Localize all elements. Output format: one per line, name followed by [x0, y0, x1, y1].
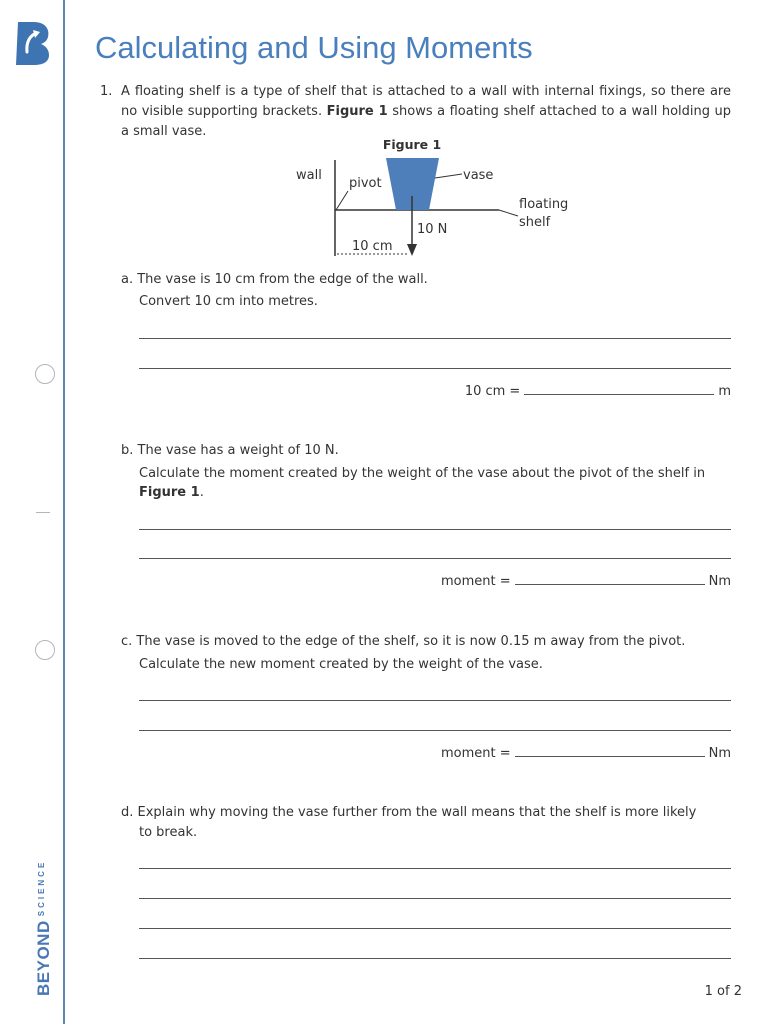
question-intro: [121, 82, 731, 142]
answer-line[interactable]: [139, 730, 731, 731]
intro-figure-ref: Figure 1: [326, 104, 388, 119]
label-floating: floating: [519, 197, 569, 212]
shelf-leader: [499, 210, 518, 216]
answer-line[interactable]: [139, 700, 731, 701]
page-number: 1 of 2: [704, 984, 742, 999]
brand-mark: [34, 860, 54, 996]
answer-line[interactable]: [139, 928, 731, 929]
answer-line[interactable]: [139, 558, 731, 559]
part-b-line-3-end: .: [199, 485, 204, 500]
answer-prefix: moment =: [440, 746, 511, 761]
intro-text-1: A floating shelf is a type of shelf that is attached to a wall with internal fixings, so there are no visible supporting brackets.: [121, 84, 731, 119]
label-force: 10 N: [417, 222, 448, 237]
part-b-figure-ref: Figure 1: [139, 485, 200, 500]
label-distance: 10 cm: [352, 239, 393, 254]
punch-hole-bottom: [35, 640, 55, 660]
label-shelf: shelf: [519, 215, 551, 230]
answer-unit: m: [718, 384, 731, 399]
force-arrow-head: [407, 244, 417, 256]
answer-prefix: moment =: [440, 574, 511, 589]
page-title: Calculating and Using Moments: [95, 30, 533, 65]
label-pivot: pivot: [349, 176, 382, 191]
answer-line[interactable]: [139, 368, 731, 369]
answer-unit: Nm: [708, 746, 731, 761]
answer-blank[interactable]: [515, 744, 705, 757]
part-b-line-2: Calculate the moment created by the weight of the vase about the pivot of the shelf in: [139, 466, 706, 481]
part-a-line-2: Convert 10 cm into metres.: [139, 294, 318, 309]
label-wall: wall: [296, 168, 322, 183]
answer-unit: Nm: [708, 574, 731, 589]
brand-sub: SCIENCE: [37, 859, 46, 917]
answer-prefix: 10 cm =: [464, 384, 521, 399]
beyond-logo-icon: [14, 20, 52, 66]
brand-word: BEYOND: [34, 920, 53, 996]
punch-hole-top: [35, 364, 55, 384]
part-c-answer: [441, 744, 731, 764]
answer-blank[interactable]: [515, 572, 705, 585]
pivot-leader: [336, 191, 348, 210]
part-c-line-1: c. The vase is moved to the edge of the shelf, so it is now 0.15 m away from the pivot.: [121, 634, 686, 649]
answer-line[interactable]: [139, 898, 731, 899]
part-d-line-1: d. Explain why moving the vase further from the wall means that the shelf is more likely: [121, 805, 697, 820]
part-d-line-2: to break.: [139, 825, 198, 840]
fold-mark: [36, 512, 50, 513]
part-c-line-2: Calculate the new moment created by the weight of the vase.: [139, 657, 543, 672]
part-b-line-1: b. The vase has a weight of 10 N.: [121, 443, 339, 458]
part-a-line-1: a. The vase is 10 cm from the edge of the wall.: [121, 272, 428, 287]
figure-title: Figure 1: [382, 137, 442, 152]
part-a-answer: [465, 382, 731, 402]
label-vase: vase: [463, 168, 494, 183]
answer-line[interactable]: [139, 338, 731, 339]
vase-leader: [435, 174, 462, 178]
answer-line[interactable]: [139, 868, 731, 869]
answer-line[interactable]: [139, 529, 731, 530]
part-b-answer: [441, 572, 731, 592]
answer-line[interactable]: [139, 958, 731, 959]
question-number: 1.: [100, 84, 113, 99]
figure-1-diagram: [285, 134, 585, 264]
intro-text-2: shows a floating shelf attached to a wall holding up a small vase.: [121, 104, 732, 139]
answer-blank[interactable]: [524, 382, 714, 395]
margin-rule: [63, 0, 65, 1024]
part-b-line-3: [139, 483, 204, 503]
